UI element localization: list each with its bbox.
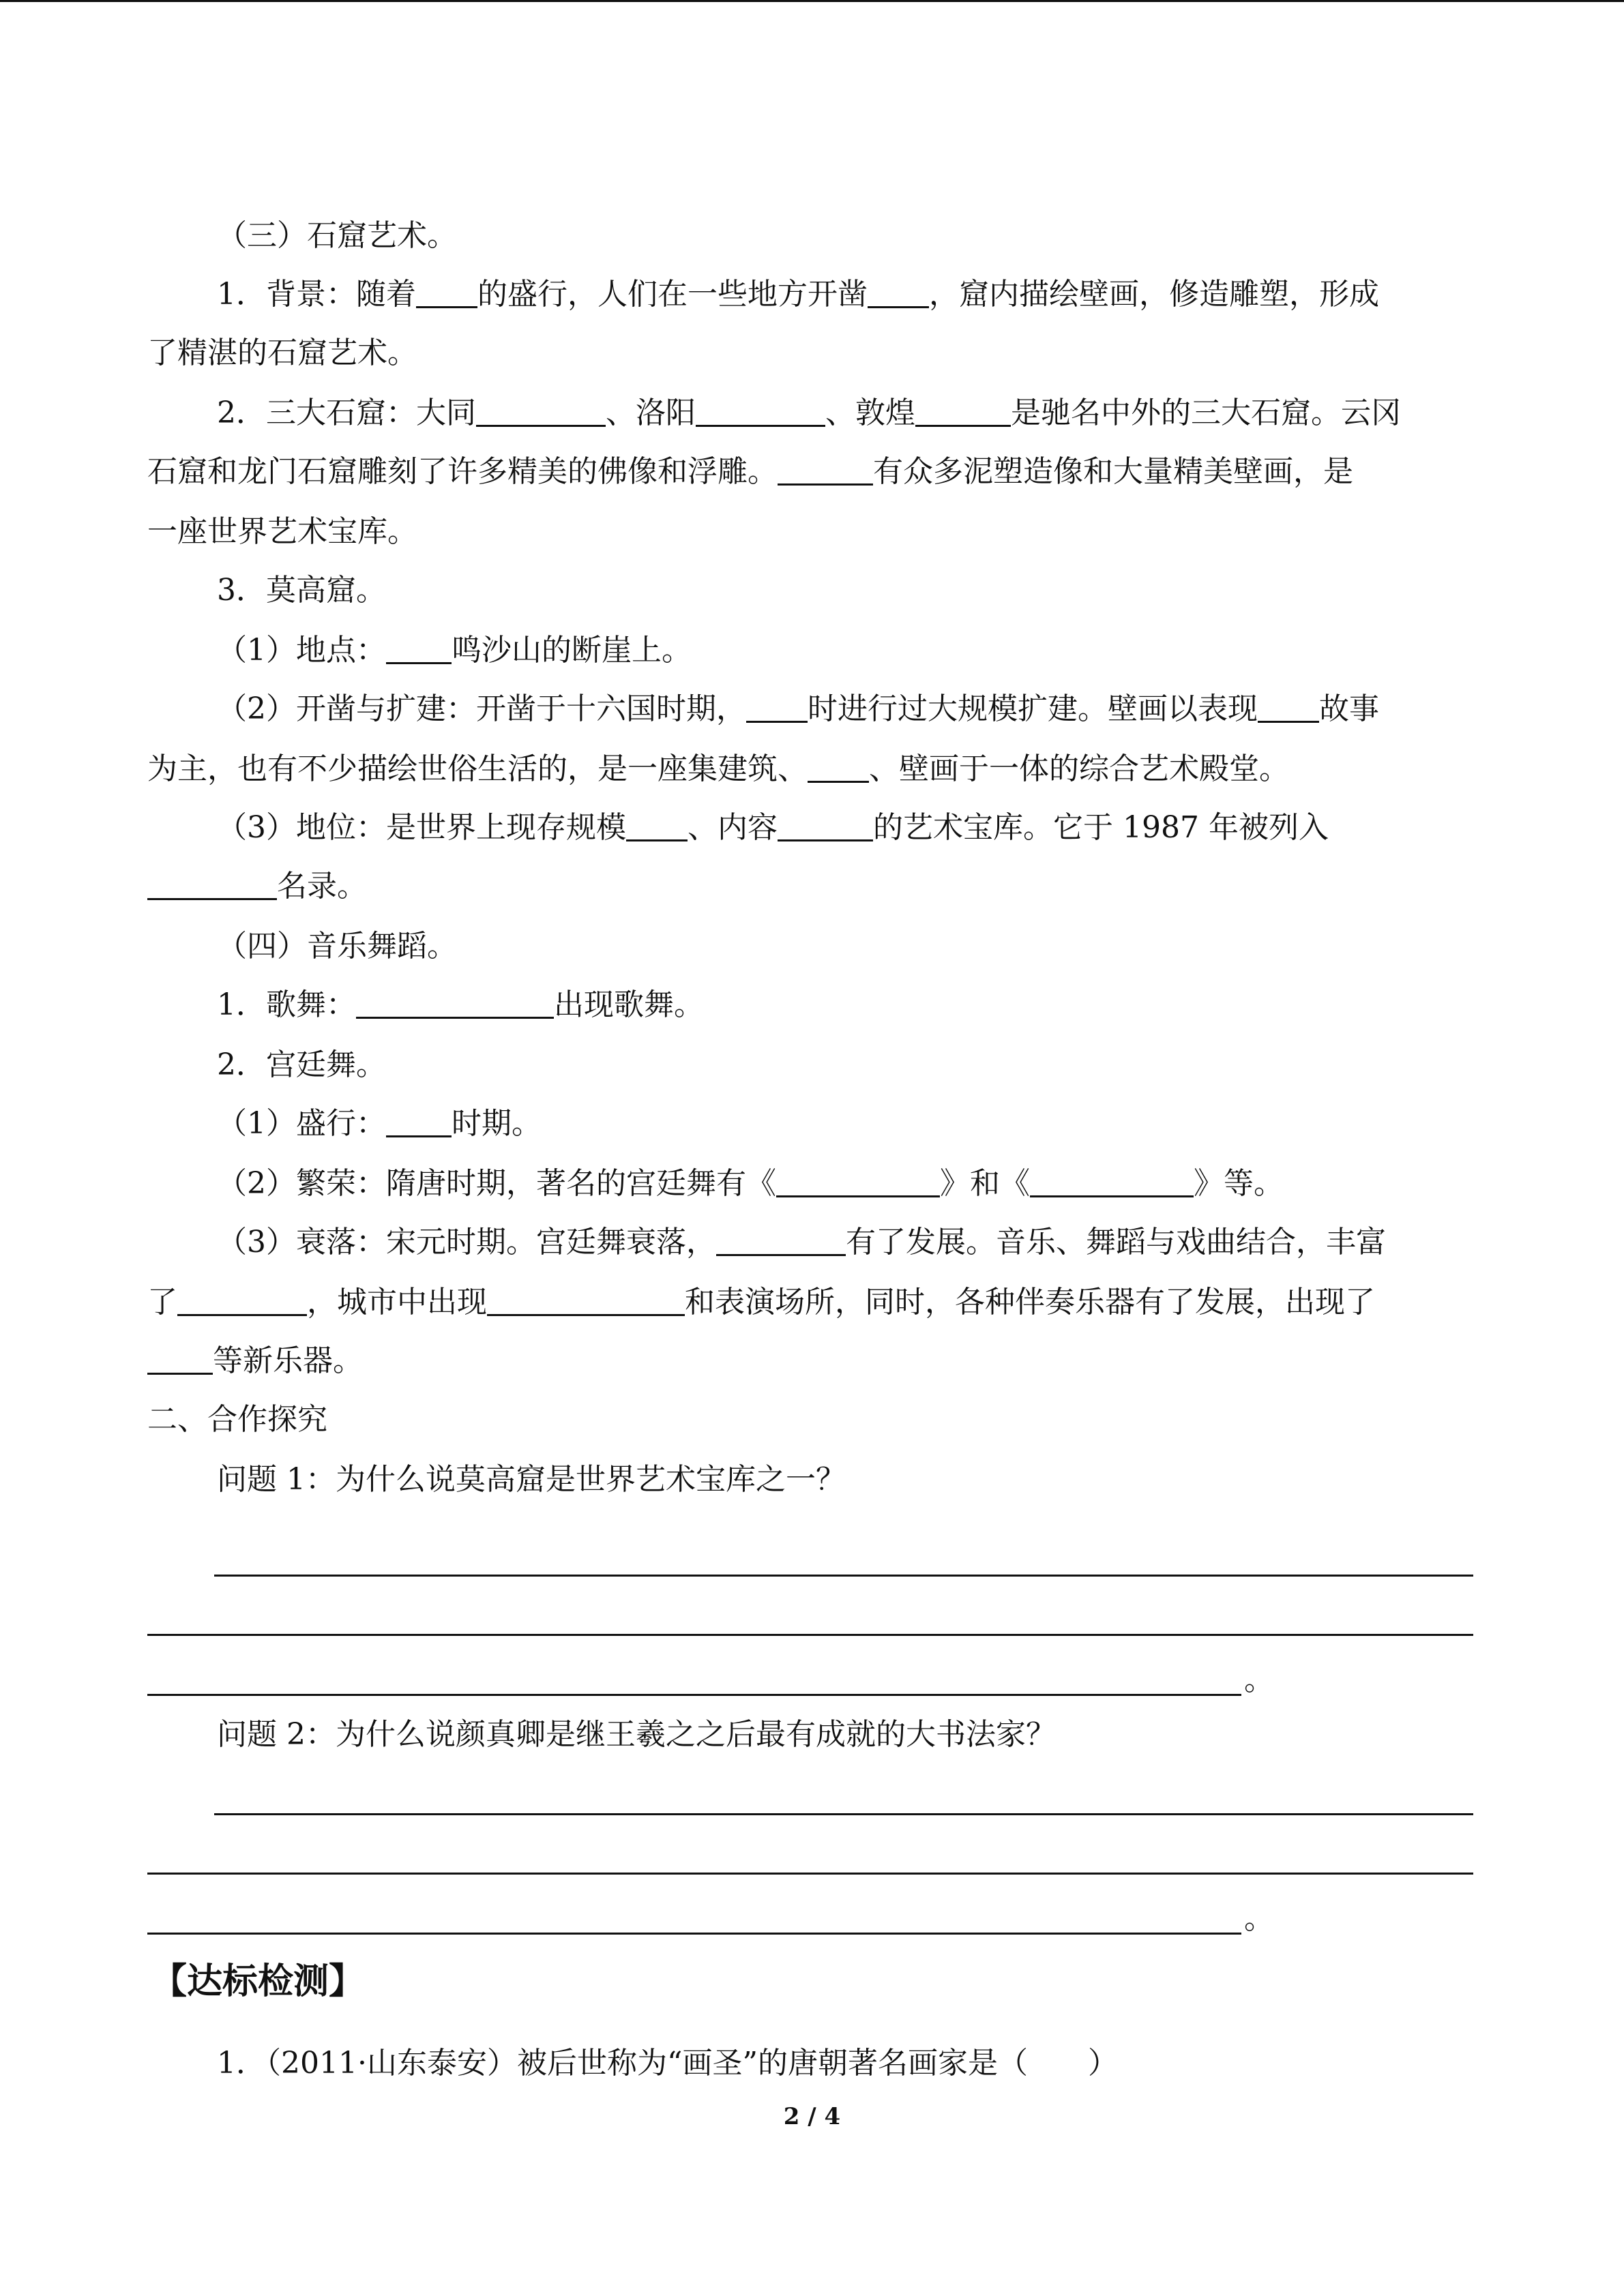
question-2: 问题 2：为什么说颜真卿是继王羲之之后最有成就的大书法家？ — [217, 1717, 1056, 1752]
blank[interactable] — [716, 1227, 846, 1256]
blank[interactable] — [356, 989, 554, 1019]
top-border — [0, 0, 1624, 2]
test-question-1: 1．（2011·山东泰安）被后世称为“画圣”的唐朝著名画家是（ ） — [217, 2046, 1118, 2081]
blank[interactable] — [177, 1287, 307, 1316]
blank[interactable] — [778, 812, 873, 841]
mogao-expansion-line-2: 为主，也有不少描绘世俗生活的，是一座集建筑、 、壁画于一体的综合艺术殿堂。 — [147, 751, 1289, 786]
three-grottoes-line-3: 一座世界艺术宝库。 — [147, 514, 417, 549]
blank[interactable] — [416, 279, 477, 308]
blank[interactable] — [147, 1345, 213, 1375]
court-dance-title: 2．宫廷舞。 — [217, 1047, 386, 1082]
court-dance-popular: （1）盛行： 时期。 — [217, 1106, 542, 1141]
period: 。 — [1244, 1901, 1274, 1936]
part-2-title: 二、合作探究 — [147, 1402, 327, 1437]
answer-line[interactable] — [214, 1813, 1473, 1815]
court-dance-decline-line-1: （3）衰落：宋元时期。宫廷舞衰落， 有了发展。音乐、舞蹈与戏曲结合，丰富 — [217, 1225, 1386, 1259]
answer-line[interactable] — [147, 1694, 1241, 1696]
mogao-status-line-2: 名录。 — [147, 867, 367, 906]
blank[interactable] — [1258, 694, 1319, 723]
blank[interactable] — [386, 635, 452, 664]
blank[interactable] — [746, 694, 808, 723]
blank[interactable] — [476, 398, 606, 427]
background-line-1: 1．背景：随着 的盛行，人们在一些地方开凿 ，窟内描绘壁画，修造雕塑，形成 — [217, 277, 1379, 312]
court-dance-decline-line-2: 了 ，城市中出现 和表演场所，同时，各种伴奏乐器有了发展，出现了 — [147, 1285, 1375, 1320]
blank[interactable] — [1030, 1168, 1194, 1197]
background-line-2: 了精湛的石窟艺术。 — [147, 336, 417, 370]
three-grottoes-line-1: 2．三大石窟：大同 、洛阳 、敦煌 是驰名中外的三大石窟。云冈 — [217, 396, 1401, 430]
section-3-title: （三）石窟艺术。 — [217, 218, 457, 253]
mogao-expansion-line-1: （2）开凿与扩建：开凿于十六国时期， 时进行过大规模扩建。壁画以表现 故事 — [217, 691, 1379, 726]
mogao-status-line-1: （3）地位：是世界上现存规模 、内容 的艺术宝库。它于 1987 年被列入 — [217, 810, 1329, 845]
answer-line[interactable] — [147, 1873, 1473, 1875]
song-dance-line: 1．歌舞： 出现歌舞。 — [217, 987, 704, 1022]
blank[interactable] — [778, 456, 873, 486]
page-number: 2 / 4 — [783, 2103, 841, 2130]
blank[interactable] — [868, 279, 929, 308]
blank[interactable] — [386, 1108, 452, 1137]
mogao-location: （1）地点： 鸣沙山的断崖上。 — [217, 633, 692, 668]
question-1: 问题 1：为什么说莫高窟是世界艺术宝库之一？ — [217, 1462, 846, 1497]
section-4-title: （四）音乐舞蹈。 — [217, 929, 457, 964]
blank[interactable] — [487, 1287, 685, 1316]
answer-line[interactable] — [147, 1634, 1473, 1636]
blank[interactable] — [626, 812, 688, 841]
answer-line[interactable] — [214, 1575, 1473, 1577]
three-grottoes-line-2: 石窟和龙门石窟雕刻了许多精美的佛像和浮雕。 有众多泥塑造像和大量精美壁画，是 — [147, 454, 1353, 489]
court-dance-decline-line-3: 等新乐器。 — [147, 1342, 363, 1380]
blank[interactable] — [776, 1168, 940, 1197]
blank[interactable] — [808, 754, 869, 783]
period: 。 — [1244, 1663, 1274, 1697]
test-section-title: 【达标检测】 — [151, 1961, 365, 2002]
blank[interactable] — [147, 871, 277, 900]
mogao-title: 3．莫高窟。 — [217, 573, 386, 608]
blank[interactable] — [696, 398, 825, 427]
court-dance-prosperity: （2）繁荣：隋唐时期，著名的宫廷舞有《 》和《 》等。 — [217, 1166, 1284, 1201]
blank[interactable] — [915, 398, 1011, 427]
answer-line[interactable] — [147, 1933, 1241, 1935]
